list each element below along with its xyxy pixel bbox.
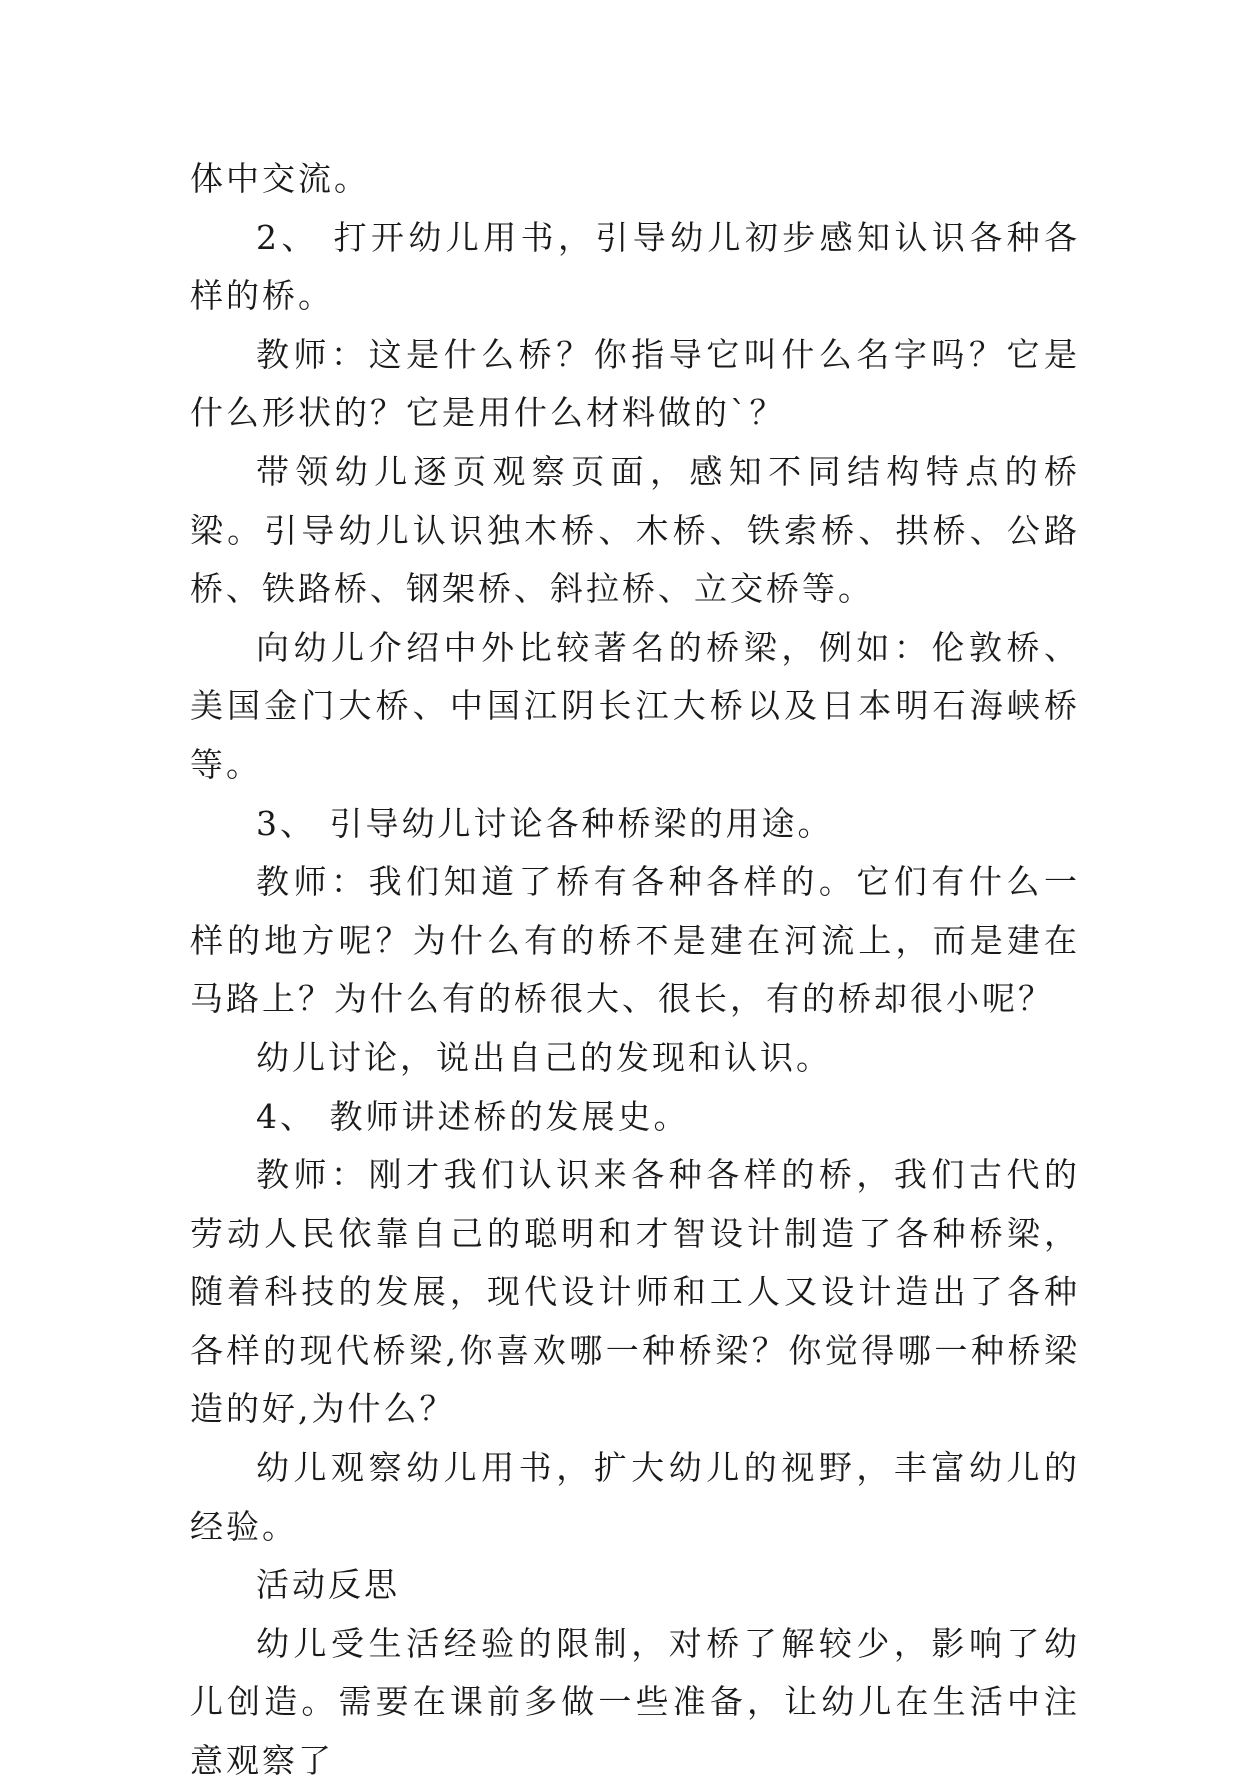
- section-heading-reflection: 活动反思: [256, 1565, 400, 1605]
- paragraph-famous-bridges: 向幼儿介绍中外比较著名的桥梁，例如：伦敦桥、美国金门大桥、中国江阴长江大桥以及日本明石海峡桥等。: [190, 627, 1080, 784]
- paragraph-step-3: 3、 引导幼儿讨论各种桥梁的用途。: [256, 803, 834, 843]
- paragraph-children-discuss: 幼儿讨论，说出自己的发现和认识。: [256, 1037, 832, 1077]
- paragraph-step-4: 4、 教师讲述桥的发展史。: [256, 1096, 690, 1136]
- paragraph-continuation: 体中交流。: [190, 159, 370, 198]
- paragraph-teacher-question-2: 教师：我们知道了桥有各种各样的。它们有什么一样的地方呢？为什么有的桥不是建在河流上，而是建在马路上？为什么有的桥很大、很长，有的桥却很小呢？: [190, 862, 1080, 1019]
- paragraph-reflection: 幼儿受生活经验的限制，对桥了解较少，影响了幼儿创造。需要在课前多做一些准备，让幼儿在生活中注意观察了: [190, 1623, 1080, 1781]
- document-body: [190, 150, 1080, 1791]
- paragraph-step-2: 2、 打开幼儿用书，引导幼儿初步感知认识各种各样的桥。: [190, 217, 1080, 316]
- paragraph-teacher-history: 教师：刚才我们认识来各种各样的桥，我们古代的劳动人民依靠自己的聪明和才智设计制造了各种桥梁，随着科技的发展，现代设计师和工人又设计造出了各种各样的现代桥梁,你喜欢哪一种桥梁？你觉得哪一种桥梁造的好,为什么？: [190, 1155, 1080, 1429]
- paragraph-teacher-question-1: 教师：这是什么桥？你指导它叫什么名字吗？它是什么形状的？它是用什么材料做的`？: [190, 334, 1080, 433]
- paragraph-children-observe: 幼儿观察幼儿用书，扩大幼儿的视野，丰富幼儿的经验。: [190, 1448, 1080, 1546]
- paragraph-observe-pages: 带领幼儿逐页观察页面，感知不同结构特点的桥梁。引导幼儿认识独木桥、木桥、铁索桥、拱桥、公路桥、铁路桥、钢架桥、斜拉桥、立交桥等。: [190, 451, 1080, 609]
